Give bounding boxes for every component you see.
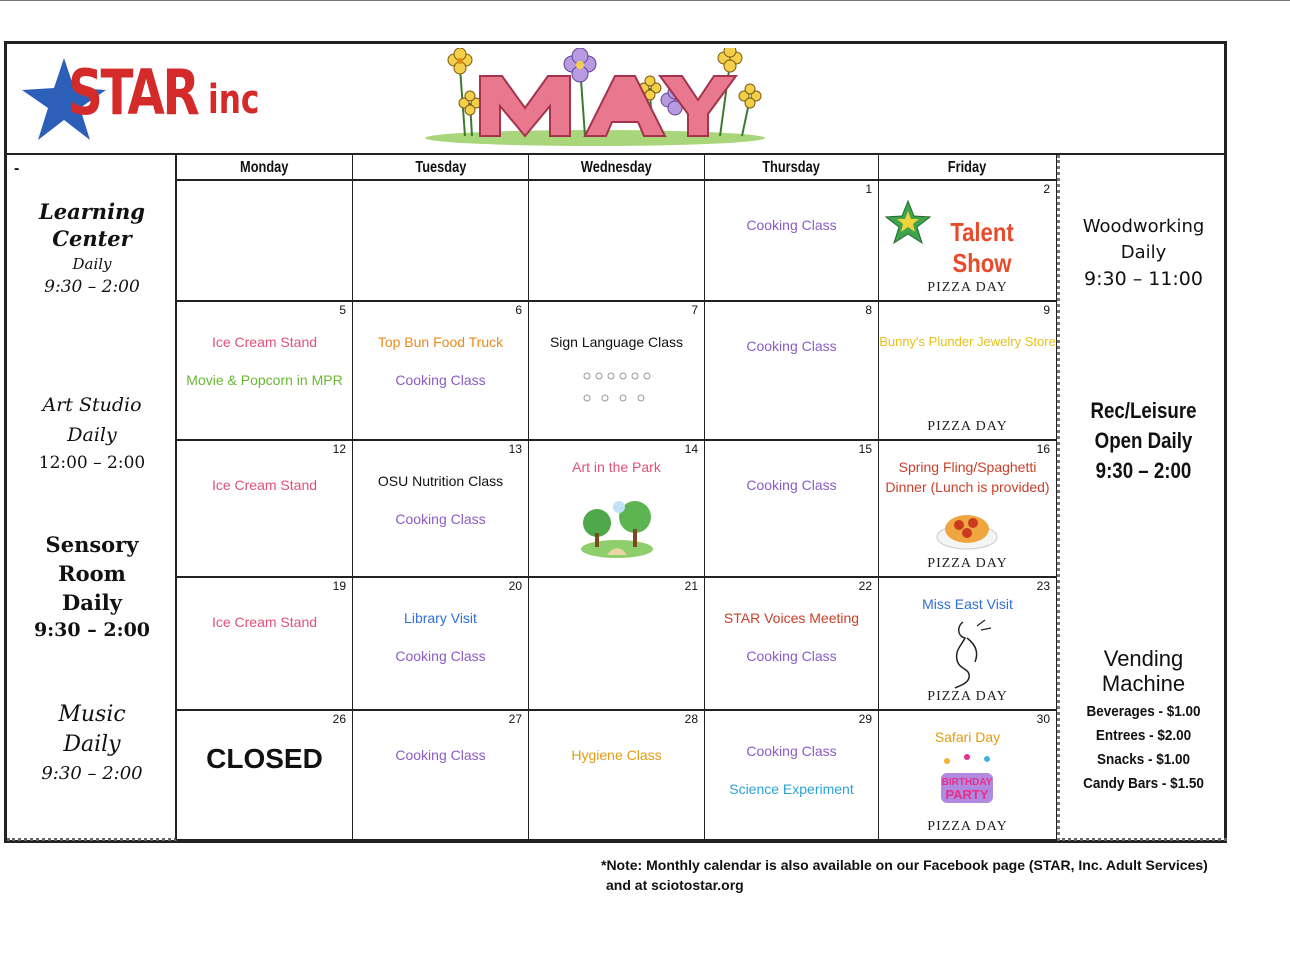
event-label: Ice Cream Stand <box>211 334 318 350</box>
event-label: Talent Show <box>950 217 1014 278</box>
calendar-day-cell <box>529 578 705 711</box>
art-studio-block: Art Studio Daily 12:00 – 2:00 <box>38 394 146 473</box>
event-label: Miss East Visit <box>922 596 1013 612</box>
event-label: Library Visit <box>404 610 477 626</box>
logo-suffix: inc <box>208 77 260 123</box>
day-number: 22 <box>858 579 872 593</box>
calendar-day-cell <box>353 181 529 302</box>
pizza-day-label: PIZZA DAY <box>927 280 1008 295</box>
calendar-day-cell <box>879 181 1057 302</box>
pizza-day-label: PIZZA DAY <box>927 556 1008 571</box>
spaghetti-icon <box>935 501 999 555</box>
event-label: Sign Language Class <box>549 334 684 350</box>
sensory-room-block: Sensory Room Daily 9:30 – 2:00 <box>33 532 151 641</box>
event-label: Movie & Popcorn in MPR <box>186 372 343 388</box>
day-number: 19 <box>332 579 346 593</box>
birthday-party-icon <box>935 751 999 807</box>
day-number: 7 <box>691 303 698 317</box>
event-label: Cooking Class <box>395 747 486 763</box>
day-number: 28 <box>684 712 698 726</box>
pizza-day-label: PIZZA DAY <box>927 419 1008 434</box>
day-number: 9 <box>1043 303 1050 317</box>
pageant-woman-icon <box>935 616 999 690</box>
day-number: 8 <box>865 303 872 317</box>
calendar-day-cell <box>353 441 529 578</box>
event-label: Cooking Class <box>746 217 837 233</box>
rec-leisure-block: Rec/Leisure Open Daily 9:30 – 2:00 <box>1090 398 1197 483</box>
day-number: 30 <box>1036 712 1050 726</box>
park-icon <box>579 493 655 559</box>
vending-price-item: Beverages - $1.00 <box>1086 703 1201 720</box>
vending-machine-block: Vending Machine Beverages - $1.00 Entrees - $2.00 Snacks - $1.00 Candy Bars - $1.50 <box>1060 646 1227 796</box>
calendar-day-cell <box>353 302 529 441</box>
footer-note: *Note: Monthly calendar is also available on our Facebook page (STAR, Inc. Adult Services) and at sciotostar.org <box>601 857 1208 893</box>
event-label: Safari Day <box>934 729 1001 745</box>
calendar-day-cell <box>705 578 879 711</box>
calendar-day-cell <box>879 302 1057 441</box>
calendar-grid <box>177 155 1057 841</box>
star-icon <box>885 199 931 245</box>
day-header-monday: Monday <box>177 155 353 181</box>
day-number: 16 <box>1036 442 1050 456</box>
sign-language-icon <box>579 368 655 408</box>
music-block: Music Daily 9:30 – 2:00 <box>41 702 143 784</box>
pizza-day-label: PIZZA DAY <box>927 689 1008 704</box>
day-number: 21 <box>684 579 698 593</box>
event-label: STAR Voices Meeting <box>723 610 860 626</box>
event-label: CLOSED <box>206 743 323 774</box>
day-header-thursday: Thursday <box>705 155 879 181</box>
woodworking-block: Woodworking Daily 9:30 – 11:00 <box>1082 216 1205 290</box>
event-label: Hygiene Class <box>571 747 662 763</box>
calendar-day-cell <box>529 181 705 302</box>
day-number: 6 <box>515 303 522 317</box>
day-number: 14 <box>684 442 698 456</box>
svg-text:BIRTHDAY: BIRTHDAY <box>941 777 993 788</box>
svg-text:PARTY: PARTY <box>945 787 989 802</box>
logo-text: STAR <box>68 56 198 129</box>
day-number: 26 <box>332 712 346 726</box>
event-label: Cooking Class <box>746 648 837 664</box>
learning-center-block: Learning Center Daily 9:30 – 2:00 <box>39 199 145 297</box>
calendar-day-cell <box>529 441 705 578</box>
pizza-day-label: PIZZA DAY <box>927 819 1008 834</box>
day-number: 12 <box>332 442 346 456</box>
top-rule <box>0 0 1290 1</box>
day-header-tuesday: Tuesday <box>353 155 529 181</box>
calendar-day-cell <box>705 302 879 441</box>
day-number: 23 <box>1036 579 1050 593</box>
calendar-day-cell <box>177 711 353 841</box>
day-number: 15 <box>858 442 872 456</box>
calendar-day-cell <box>353 711 529 841</box>
day-number: 5 <box>339 303 346 317</box>
vending-price-list <box>1060 700 1227 796</box>
vending-price-item: Snacks - $1.00 <box>1096 751 1191 768</box>
day-header-wednesday: Wednesday <box>529 155 705 181</box>
day-number: 13 <box>508 442 522 456</box>
calendar-day-cell <box>529 302 705 441</box>
day-number: 2 <box>1043 182 1050 196</box>
event-label: OSU Nutrition Class <box>377 473 504 489</box>
day-number: 27 <box>508 712 522 726</box>
day-header-friday: Friday <box>879 155 1057 181</box>
event-label: Cooking Class <box>746 477 837 493</box>
calendar-day-cell <box>177 578 353 711</box>
calendar-day-cell <box>529 711 705 841</box>
event-label: Bunny's Plunder Jewelry Store <box>879 334 1056 349</box>
event-label: Cooking Class <box>746 743 837 759</box>
calendar-day-cell <box>177 441 353 578</box>
calendar-day-cell <box>705 181 879 302</box>
day-number: 29 <box>858 712 872 726</box>
corner-dash: - <box>14 160 20 177</box>
day-number: 20 <box>508 579 522 593</box>
calendar-day-cell <box>177 302 353 441</box>
calendar-day-cell <box>879 441 1057 578</box>
event-label: Art in the Park <box>572 459 661 475</box>
event-label: Science Experiment <box>729 781 854 797</box>
event-label: Spring Fling/Spaghetti Dinner (Lunch is provided) <box>885 459 1050 495</box>
event-label: Cooking Class <box>746 338 837 354</box>
calendar-day-cell <box>353 578 529 711</box>
event-label: Cooking Class <box>395 648 486 664</box>
event-label: Cooking Class <box>395 372 486 388</box>
event-label: Ice Cream Stand <box>211 477 318 493</box>
event-label: Ice Cream Stand <box>211 614 318 630</box>
calendar-day-cell <box>705 711 879 841</box>
vending-price-item: Candy Bars - $1.50 <box>1083 775 1204 792</box>
may-banner <box>420 48 770 148</box>
calendar-day-cell <box>879 711 1057 841</box>
calendar-day-cell <box>879 578 1057 711</box>
event-label: Cooking Class <box>395 511 486 527</box>
calendar-day-cell <box>705 441 879 578</box>
day-number: 1 <box>865 182 872 196</box>
calendar-day-cell <box>177 181 353 302</box>
vending-price-item: Entrees - $2.00 <box>1095 727 1192 744</box>
event-label: Top Bun Food Truck <box>377 334 504 350</box>
